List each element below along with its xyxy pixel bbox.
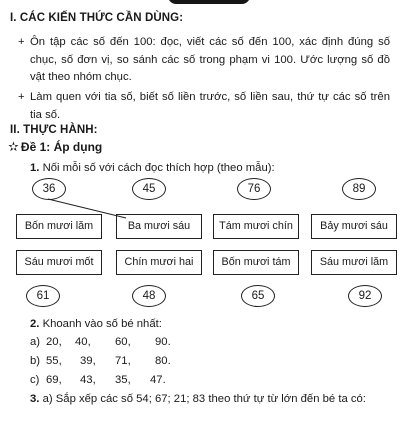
row-label: b) [30, 355, 41, 367]
choice-value[interactable]: 47. [150, 374, 166, 386]
question-text: Nối mỗi số với cách đọc thích hợp (theo mẫu): [42, 162, 275, 174]
bullet-mark: + [18, 91, 25, 103]
reading-box-row2-2[interactable]: Chín mươi hai [116, 250, 202, 275]
number-oval-top-4[interactable]: 89 [342, 178, 376, 200]
question-number: 3. [30, 393, 40, 405]
reading-box-row1-2[interactable]: Ba mươi sáu [116, 214, 202, 239]
question-text: a) Sắp xếp các số 54; 67; 21; 83 theo thứ tự từ lớn đến bé ta có: [42, 393, 366, 405]
choice-value[interactable]: 90. [155, 336, 171, 348]
reading-box-row1-1[interactable]: Bốn mươi lăm [16, 214, 102, 239]
number-oval-top-3[interactable]: 76 [237, 178, 271, 200]
reading-box-row2-1[interactable]: Sáu mươi mốt [16, 250, 102, 275]
number-oval-top-2[interactable]: 45 [132, 178, 166, 200]
choice-value[interactable]: 39, [80, 355, 96, 367]
number-oval-top-1[interactable]: 36 [32, 178, 66, 200]
bullet-text: Ôn tập các số đến 100: đọc, viết các số đến 100, xác định đúng số chục, số đơn vị, so sánh các số trong phạm vi 100. Ước lượng số đồ vật theo nhóm chục. [30, 36, 390, 83]
choice-value[interactable]: 80. [155, 355, 171, 367]
question-number: 1. [30, 162, 40, 174]
row-label: a) [30, 336, 41, 348]
choice-value[interactable]: 20, [46, 336, 62, 348]
question-number: 2. [30, 318, 40, 330]
choice-value[interactable]: 43, [80, 374, 96, 386]
bullet-text: Làm quen với tia số, biết số liền trước, số liền sau, thứ tự các số trên tia số. [30, 91, 390, 121]
choice-value[interactable]: 55, [46, 355, 62, 367]
choice-value[interactable]: 40, [75, 336, 91, 348]
answer-row-b [30, 355, 230, 369]
reading-box-row2-4[interactable]: Sáu mươi lăm [311, 250, 397, 275]
question-2 [30, 318, 162, 330]
answer-row-a [30, 336, 230, 350]
question-3 [30, 393, 366, 405]
number-oval-bottom-3[interactable]: 65 [241, 285, 275, 307]
answer-row-c [30, 374, 230, 388]
star-icon: ✫ [8, 139, 19, 154]
reading-box-row1-3[interactable]: Tám mươi chín [213, 214, 299, 239]
choice-value[interactable]: 35, [115, 374, 131, 386]
number-oval-bottom-1[interactable]: 61 [26, 285, 60, 307]
section-1-title: I. CÁC KIẾN THỨC CẦN DÙNG: [10, 12, 184, 24]
choice-value[interactable]: 69, [46, 374, 62, 386]
choice-value[interactable]: 71, [115, 355, 131, 367]
reading-box-row2-3[interactable]: Bốn mươi tám [213, 250, 299, 275]
number-oval-bottom-4[interactable]: 92 [348, 285, 382, 307]
question-text: Khoanh vào số bé nhất: [42, 318, 162, 330]
number-oval-bottom-2[interactable]: 48 [132, 285, 166, 307]
row-label: c) [30, 374, 40, 386]
exercise-title: Đề 1: Áp dụng [20, 140, 103, 154]
bullet-mark: + [18, 36, 25, 48]
reading-box-row1-4[interactable]: Bảy mươi sáu [311, 214, 397, 239]
choice-value[interactable]: 60, [115, 336, 131, 348]
section-2-title: II. THỰC HÀNH: [10, 124, 98, 136]
